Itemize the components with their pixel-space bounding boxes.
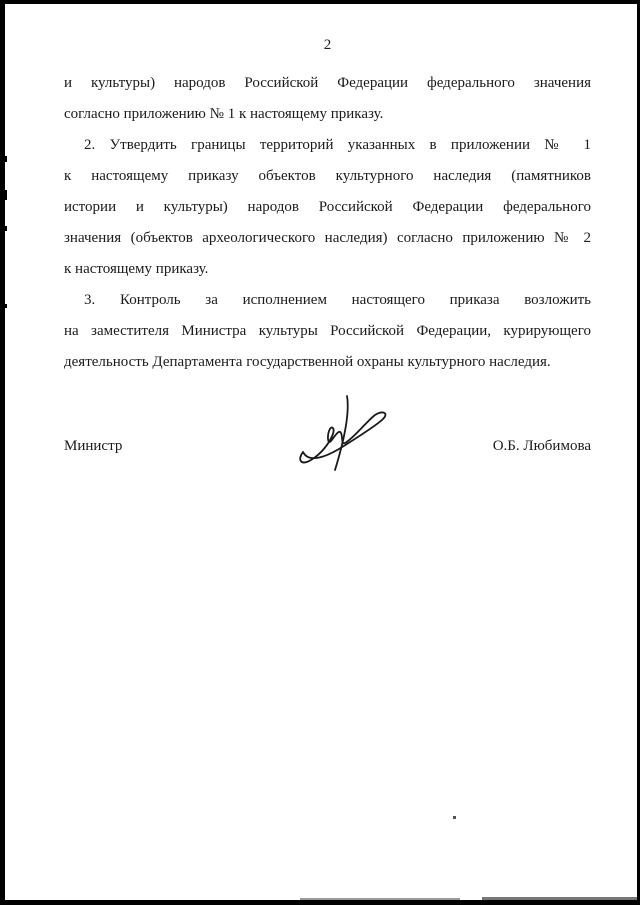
- text-line: к настоящему приказу.: [64, 261, 209, 277]
- page-content: [64, 4, 591, 457]
- text-line: на заместителя Министра культуры Российской Федерации, курирующего: [64, 323, 591, 339]
- handwritten-signature-icon: [295, 394, 391, 472]
- scan-edge-notch: [5, 156, 7, 162]
- page-number: 2: [323, 37, 332, 53]
- signer-title: Министр: [64, 438, 123, 454]
- scan-speck: [453, 816, 456, 819]
- text-line: к настоящему приказу объектов культурного наследия (памятников: [64, 168, 591, 184]
- paragraph-item-2: [64, 130, 591, 285]
- document-page: [5, 4, 637, 900]
- scan-edge-notch: [5, 226, 7, 231]
- text-line: и культуры) народов Российской Федерации федерального значения: [64, 75, 591, 91]
- scan-bottom-streak: [482, 897, 637, 900]
- signer-name: О.Б. Любимова: [492, 438, 591, 454]
- paragraph-item-3: [64, 285, 591, 378]
- scan-edge-notch: [5, 190, 7, 200]
- text-line: деятельность Департамента государственной охраны культурного наследия.: [64, 354, 551, 370]
- scan-bottom-streak: [300, 898, 460, 900]
- text-line: согласно приложению № 1 к настоящему приказу.: [64, 106, 384, 122]
- text-line: 3. Контроль за исполнением настоящего приказа возложить: [84, 292, 591, 308]
- text-line: значения (объектов археологического наследия) согласно приложению № 2: [64, 230, 591, 246]
- text-line: истории и культуры) народов Российской Федерации федерального: [64, 199, 591, 215]
- text-line: 2. Утвердить границы территорий указанных в приложении № 1: [84, 137, 591, 153]
- paragraph-continuation: [64, 68, 591, 130]
- scan-edge-notch: [5, 304, 7, 308]
